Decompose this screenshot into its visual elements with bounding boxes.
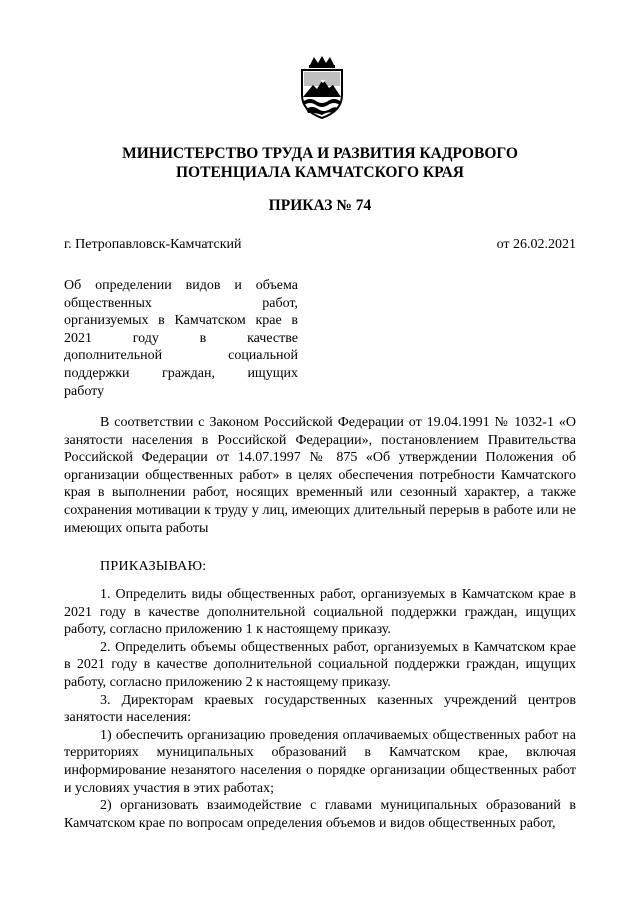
subject-line: организуемых в Камчатском крае в: [64, 313, 298, 329]
order-item: 3. Директорам краевых государственных казенных учреждений центров занятости населения:: [64, 692, 576, 726]
order-title: ПРИКАЗ № 74: [268, 197, 372, 214]
order-item: 2. Определить объемы общественных работ, организуемых в Камчатском крае в 2021 году в качестве дополнительной социальной поддержки граждан, ищущих работу, согласно приложению 2 к настоящему приказу.: [64, 639, 576, 690]
order-subject: [64, 277, 298, 400]
subject-line: общественных работ,: [64, 295, 298, 311]
ministry-line-1: МИНИСТЕРСТВО ТРУДА И РАЗВИТИЯ КАДРОВОГО: [122, 145, 518, 162]
preamble: В соответствии с Законом Российской Федерации от 19.04.1991 № 1032-1 «О занятости населения в Российской Федерации», постановлением Правительства Российской Федерации от 14.07.1997 № 875 «Об утверждении Положения об организации общественных работ» в целях обеспечения потребности Камчатского края в выполнении работ, носящих временный или сезонный характер, а также сохранения мотивации к труду у лиц, имеющих длительный перерыв в работе или не имеющих опыта работы: [64, 415, 576, 536]
order-subitem: 2) организовать взаимодействие с главами муниципальных образований в Камчатском крае по вопросам определения объемов и видов общественных работ,: [64, 798, 576, 831]
city: г. Петропавловск-Камчатский: [64, 237, 242, 252]
ministry-line-2: ПОТЕНЦИАЛА КАМЧАТСКОГО КРАЯ: [176, 164, 464, 181]
order-subitem: 1) обеспечить организацию проведения оплачиваемых общественных работ на территориях муниципальных образований в Камчатском крае, включая информирование незанятого населения о порядке организации общественных работ и условиях участия в этих работах;: [64, 727, 576, 796]
order-items: [64, 586, 576, 832]
order-date: от 26.02.2021: [496, 237, 576, 252]
subject-line: Об определении видов и объема: [64, 278, 298, 293]
subject-line: дополнительной социальной: [64, 348, 298, 364]
preamble-block: [64, 414, 576, 537]
prikazyvayu-heading: ПРИКАЗЫВАЮ:: [100, 559, 207, 574]
subject-line: работу: [64, 383, 105, 399]
order-item: 1. Определить виды общественных работ, организуемых в Камчатском крае в 2021 году в качестве дополнительной социальной поддержки граждан, ищущих работу, согласно приложению 1 к настоящему приказу.: [64, 587, 576, 638]
ministry-name: [60, 144, 580, 182]
kamchatka-emblem-icon: [296, 55, 348, 119]
subject-line: 2021 году в качестве: [64, 330, 298, 346]
subject-line: поддержки граждан, ищущих: [64, 365, 298, 381]
